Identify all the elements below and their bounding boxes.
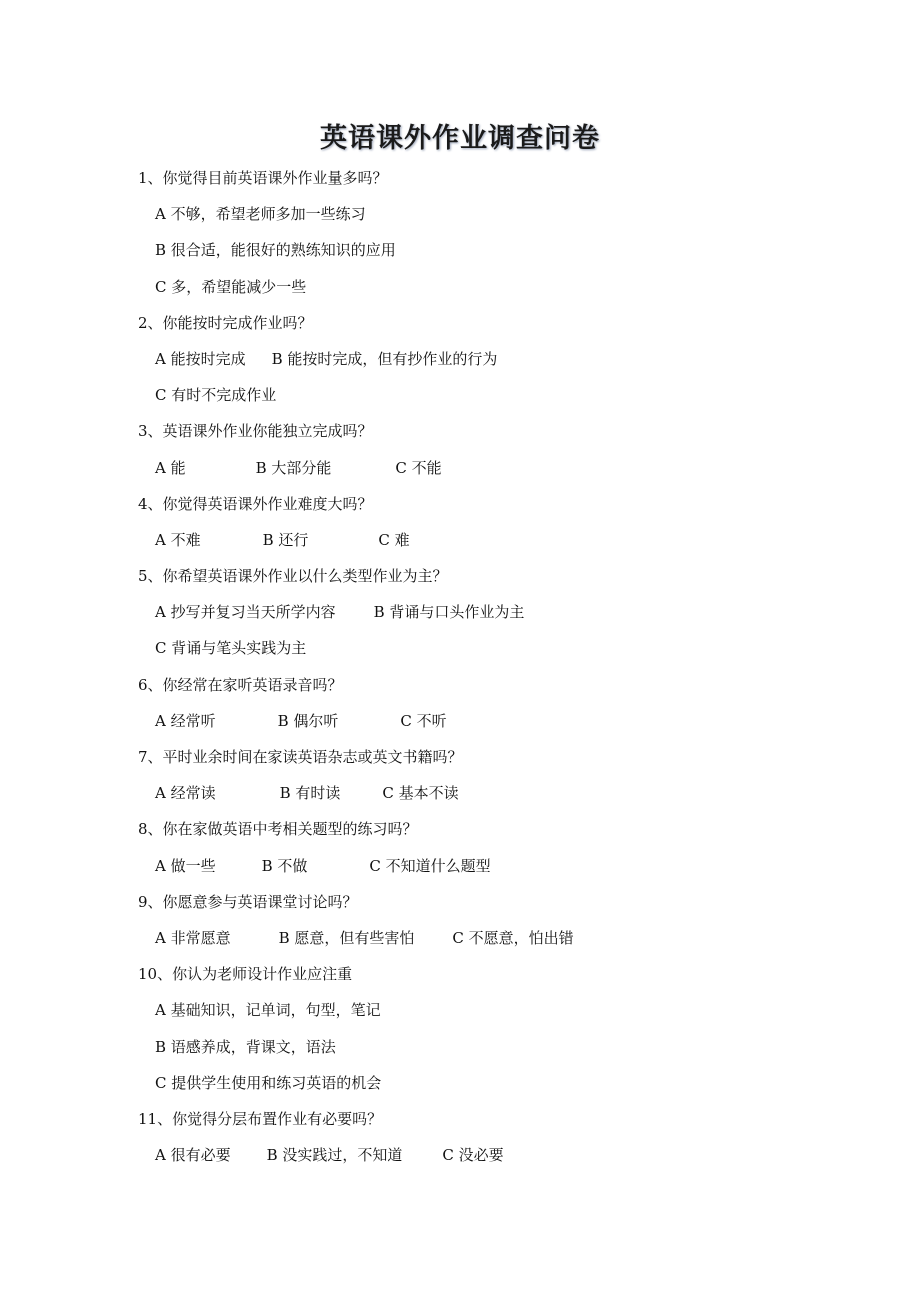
question-8: 8、你在家做英语中考相关题型的练习吗？ (138, 820, 418, 839)
option-item: A 非常愿意 (155, 928, 231, 947)
option-item: B 不做 (261, 856, 308, 875)
option-item: C 多，希望能减少一些 (155, 277, 307, 296)
option-item: B 愿意，但有些害怕 (278, 928, 415, 947)
option-item: B 背诵与口头作业为主 (373, 603, 525, 622)
option-item: B 语感养成，背课文，语法 (155, 1037, 336, 1056)
option-item: B 大部分能 (255, 458, 332, 477)
question-7-options-row (138, 779, 858, 815)
option-item: C 有时不完成作业 (155, 386, 277, 405)
question-1-options-row (138, 273, 858, 309)
option-item: A 经常听 (155, 711, 216, 730)
option-item: B 偶尔听 (277, 711, 339, 730)
option-item: B 能按时完成，但有抄作业的行为 (271, 349, 498, 368)
option-item: C 背诵与笔头实践为主 (155, 639, 307, 658)
question-4: 4、你觉得英语课外作业难度大吗？ (138, 494, 373, 513)
option-item: C 基本不读 (382, 784, 459, 803)
question-2-options-row (138, 381, 858, 417)
option-item: A 不难 (155, 530, 201, 549)
option-item: A 能 (155, 458, 186, 477)
question-11-options-row (138, 1141, 858, 1177)
question-8-options-row (138, 852, 858, 888)
option-item: A 基础知识，记单词，句型，笔记 (155, 1001, 381, 1020)
question-10: 10、你认为老师设计作业应注重 (138, 965, 353, 984)
question-11: 11、你觉得分层布置作业有必要吗？ (138, 1109, 383, 1128)
question-9-options-row (138, 924, 858, 960)
option-item: C 不愿意，怕出错 (452, 928, 574, 947)
question-10-options-row (138, 1033, 858, 1069)
question-2-options-row (138, 345, 858, 381)
option-item: C 不能 (395, 458, 442, 477)
question-5-options-row (138, 634, 858, 670)
question-1: 1、你觉得目前英语课外作业量多吗？ (138, 169, 388, 187)
option-item: A 经常读 (155, 784, 216, 803)
question-5: 5、你希望英语课外作业以什么类型作业为主？ (138, 567, 448, 586)
question-list (138, 164, 858, 1177)
option-item: B 很合适，能很好的熟练知识的应用 (155, 241, 396, 260)
option-item: C 不听 (400, 711, 447, 730)
question-6-options-row (138, 707, 858, 743)
option-item: C 难 (378, 530, 410, 549)
question-3: 3、英语课外作业你能独立完成吗？ (138, 422, 373, 441)
question-4-options-row (138, 526, 858, 562)
question-2: 2、你能按时完成作业吗？ (138, 313, 313, 332)
question-3-options-row (138, 454, 858, 490)
page-title: 英语课外作业调查问卷 (320, 123, 600, 154)
option-item: B 有时读 (279, 784, 341, 803)
option-item: C 提供学生使用和练习英语的机会 (155, 1073, 382, 1092)
option-item: C 不知道什么题型 (369, 856, 491, 875)
question-6: 6、你经常在家听英语录音吗？ (138, 675, 343, 694)
question-9: 9、你愿意参与英语课堂讨论吗？ (138, 892, 358, 911)
question-10-options-row (138, 1069, 858, 1105)
option-item: A 能按时完成 (155, 349, 246, 368)
option-item: A 抄写并复习当天所学内容 (155, 603, 336, 622)
option-item: C 没必要 (442, 1146, 504, 1165)
question-1-options-row (138, 236, 858, 272)
option-item: B 还行 (262, 530, 309, 549)
option-item: A 做一些 (155, 856, 216, 875)
question-7: 7、平时业余时间在家读英语杂志或英文书籍吗？ (138, 748, 463, 766)
question-10-options-row (138, 996, 858, 1032)
option-item: A 很有必要 (155, 1146, 231, 1165)
question-1-options-row (138, 200, 858, 236)
option-item: A 不够，希望老师多加一些练习 (155, 205, 366, 224)
option-item: B 没实践过，不知道 (266, 1146, 403, 1165)
question-5-options-row (138, 598, 858, 634)
